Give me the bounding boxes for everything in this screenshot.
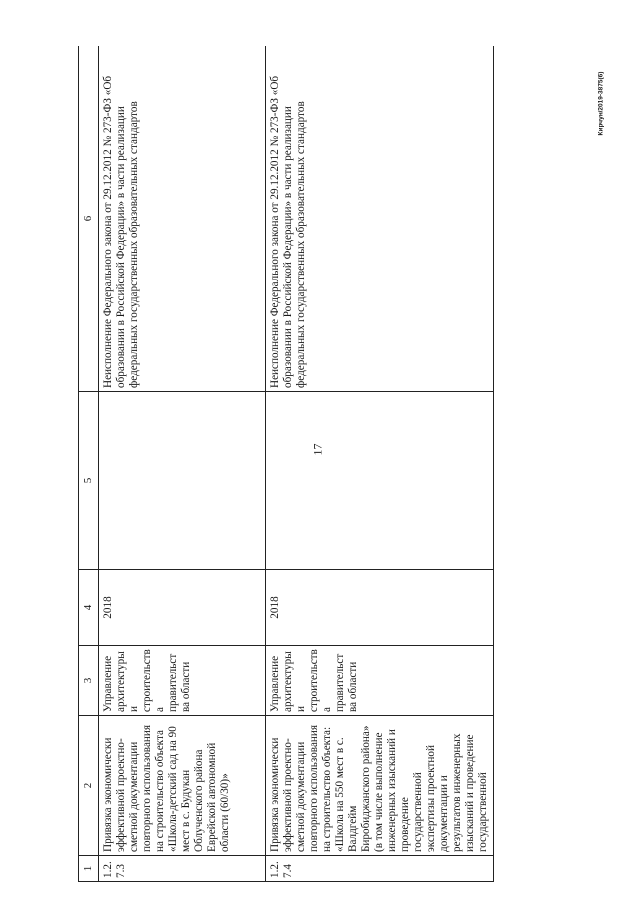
row-reason: Неисполнение Федерального закона от 29.12.2012 № 273-ФЗ «Об образовании в Российской Федерации» в части реализации федеральных государственных образовательных стандартов (266, 46, 494, 392)
header-cell-1: 1 (79, 856, 99, 882)
row-col5 (266, 392, 494, 570)
table-row (99, 46, 266, 882)
row-year: 2018 (99, 570, 266, 646)
row-year: 2018 (266, 570, 494, 646)
document-code: Кирчун/2019-3875(6) (597, 71, 605, 136)
row-executor: Управление архитектуры и строительства правительства области (266, 646, 494, 716)
row-executor: Управление архитектуры и строительства правительства области (99, 646, 266, 716)
header-cell-2: 2 (79, 716, 99, 856)
header-cell-5: 5 (79, 392, 99, 570)
row-number: 1.2.7.4 (266, 856, 494, 882)
row-number: 1.2.7.3 (99, 856, 266, 882)
table-row (266, 46, 494, 882)
page-number: 17 (310, 443, 325, 456)
row-description: Привязка экономически эффективной проектно-сметной документации повторного использования на строительство объекта «Школа-детский сад на 90 мест в с. Будукан Облученского района Еврейской автономной области (60/30)» (99, 716, 266, 856)
table-header-row (79, 46, 99, 882)
table-rotation-frame (78, 46, 558, 882)
header-cell-4: 4 (79, 570, 99, 646)
row-description: Привязка экономически эффективной проектно-сметной документации повторного использования на строительство объекта: «Школа на 550 мест в с. Валдгейм Биробиджанского района» (в том числе выполнение инженерных изысканий и проведение государственной экспертизы проектной документации и результатов инженерных изысканий и проведение государственной (266, 716, 494, 856)
header-cell-3: 3 (79, 646, 99, 716)
row-reason: Неисполнение Федерального закона от 29.12.2012 № 273-ФЗ «Об образовании в Российской Федерации» в части реализации федеральных государственных образовательных стандартов (99, 46, 266, 392)
activities-table (78, 46, 494, 882)
header-cell-6: 6 (79, 46, 99, 392)
row-col5 (99, 392, 266, 570)
rotated-table-container (78, 46, 558, 882)
